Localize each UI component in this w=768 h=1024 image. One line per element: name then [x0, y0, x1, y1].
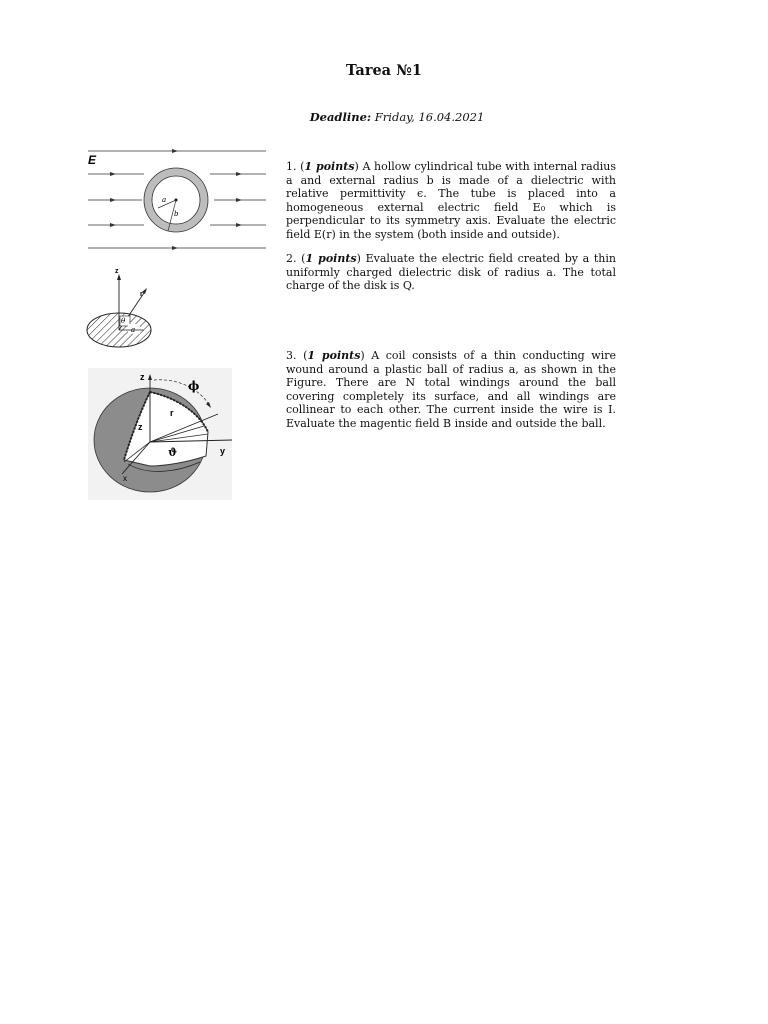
problem-number: 2.	[286, 252, 297, 265]
problem-3: 3. (1 points) A coil consists of a thin conducting wire wound around a plastic ball of radius a, as shown in the Figure. There are N total windings around the ball covering completely its surface, and all windings are collinear to each other. The current inside the wire is I. Evaluate the magentic field B inside and outside the ball.	[286, 349, 616, 430]
problem-points: 1 points	[307, 349, 361, 362]
figure3-label-theta: ϑ	[168, 446, 178, 459]
figure2-label-z: z	[115, 268, 119, 275]
problem-text: Evaluate the electric field created by a thin uniformly charged dielectric disk of radius a. The total charge of the disk is Q.	[286, 252, 616, 293]
figure2-label-r: r	[140, 291, 143, 298]
figure3-label-z: z	[140, 372, 145, 382]
figure2-label-theta: θ	[121, 317, 126, 325]
problem-text: A coil consists of a thin conducting wire wound around a plastic ball of radius a, as shown in the Figure. There are N total windings around the ball covering completely its surface, and all windings are collinear to each other. The current inside the wire is I. Evaluate the magentic field B inside and outside the ball.	[286, 349, 616, 430]
problem-number: 3.	[286, 349, 297, 362]
document-title: Tarea №1	[346, 62, 422, 79]
figure3-label-z2: z	[138, 422, 143, 432]
deadline-line	[0, 110, 768, 124]
figure3-label-x: x	[123, 474, 127, 483]
figure1-label-b: b	[174, 210, 179, 218]
problem-1: 1. (1 points) A hollow cylindrical tube with internal radius a and external radius b is made of a dielectric with relative permittivity ϵ. The tube is placed into a homogeneous external electric field E₀ which is perpendicular to its symmetry axis. Evaluate the electric field E(r) in the system (both inside and outside).	[286, 160, 616, 241]
figure1-label-E: E	[88, 153, 97, 167]
figure-charged-disk	[84, 262, 164, 352]
deadline-value: Friday, 16.04.2021	[374, 110, 485, 124]
figure3-label-r: r	[170, 408, 174, 418]
deadline-label: Deadline:	[309, 110, 372, 124]
figure2-label-a: a	[131, 326, 136, 334]
problem-points: 1 points	[305, 252, 357, 265]
problem-number: 1.	[286, 160, 297, 173]
figure3-label-y: y	[220, 446, 226, 456]
figure-wound-ball	[88, 368, 232, 500]
figure1-label-a: a	[162, 196, 167, 204]
figure3-label-phi: ϕ	[188, 379, 200, 393]
problem-2: 2. (1 points) Evaluate the electric field created by a thin uniformly charged dielectric disk of radius a. The total charge of the disk is Q.	[286, 252, 616, 293]
figure-cylinder-in-field	[86, 146, 268, 252]
problem-points: 1 points	[304, 160, 355, 173]
problem-text: A hollow cylindrical tube with internal radius a and external radius b is made of a dielectric with relative permittivity ϵ. The tube is placed into a homogeneous external electric field E₀ which is perpendicular to its symmetry axis. Evaluate the electric field E(r) in the system (both inside and outside).	[286, 160, 616, 241]
